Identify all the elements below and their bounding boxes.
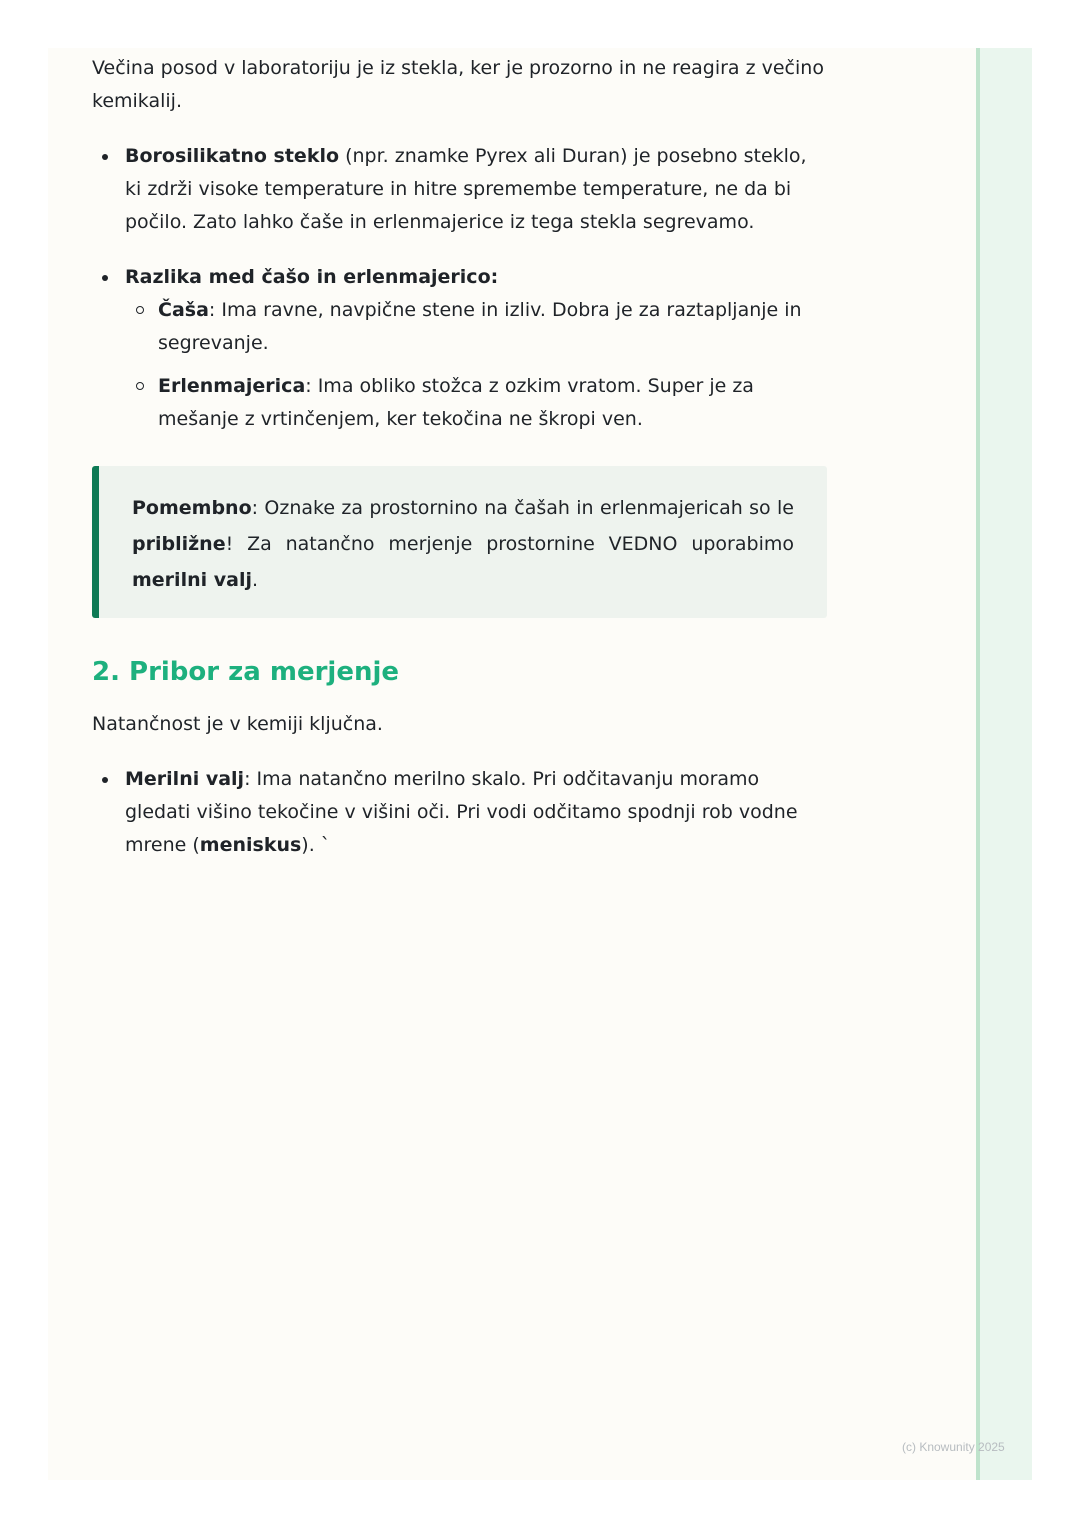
section-intro: Natančnost je v kemiji ključna.: [92, 713, 383, 735]
callout-label: Pomembno: [132, 497, 252, 519]
erlenmajerica-text: : Ima obliko stožca z ozkim vratom. Super je za mešanje z vrtinčenjem, ker tekočina ne škropi ven.: [158, 375, 754, 430]
measuring-list: [92, 763, 827, 862]
callout-text-2: ! Za natančno merjenje prostornine VEDNO uporabimo: [225, 533, 794, 555]
casa-text: : Ima ravne, navpične stene in izliv. Dobra je za raztapljanje in segrevanje.: [158, 299, 802, 354]
callout-emphasis-approx: približne: [132, 533, 226, 555]
term-meniscus: meniskus: [199, 834, 302, 856]
side-panel: [976, 48, 1032, 1480]
difference-heading: Razlika med čašo in erlenmajerico:: [125, 266, 499, 288]
copyright-footer: (c) Knowunity 2025: [902, 1440, 1005, 1454]
list-item-borosilicate: [125, 140, 827, 239]
callout-text-1: : Oznake za prostornino na čašah in erlenmajericah so le: [251, 497, 794, 519]
measuring-cylinder-text-end: ). `: [301, 834, 331, 856]
callout-text-3: .: [251, 569, 259, 591]
difference-sublist: [125, 294, 827, 436]
term-borosilicate: Borosilikatno steklo: [125, 145, 340, 167]
term-casa: Čaša: [158, 299, 209, 321]
sublist-item-casa: [158, 294, 827, 360]
important-callout: [92, 466, 827, 618]
intro-paragraph: Večina posod v laboratoriju je iz stekla, ker je prozorno in ne reagira z večino kemikalij.: [92, 57, 824, 112]
section-heading: 2. Pribor za merjenje: [92, 657, 400, 687]
term-erlenmajerica: Erlenmajerica: [158, 375, 306, 397]
list-item-difference: [125, 261, 827, 436]
document-page: [48, 48, 1032, 1480]
callout-emphasis-cylinder: merilni valj: [132, 569, 252, 591]
list-item-measuring-cylinder: [125, 763, 827, 862]
glass-list: [92, 140, 827, 436]
term-measuring-cylinder: Merilni valj: [125, 768, 245, 790]
borosilicate-text: (npr. znamke Pyrex ali Duran) je posebno steklo, ki zdrži visoke temperature in hitre spremembe temperature, ne da bi počilo. Zato lahko čaše in erlenmajerice iz tega stekla segrevamo.: [125, 145, 807, 233]
sublist-item-erlenmajerica: [158, 370, 827, 436]
main-content: [92, 48, 827, 862]
measuring-cylinder-text: : Ima natančno merilno skalo. Pri odčitavanju moramo gledati višino tekočine v višini oči. Pri vodi odčitamo spodnji rob vodne mrene (: [125, 768, 798, 856]
